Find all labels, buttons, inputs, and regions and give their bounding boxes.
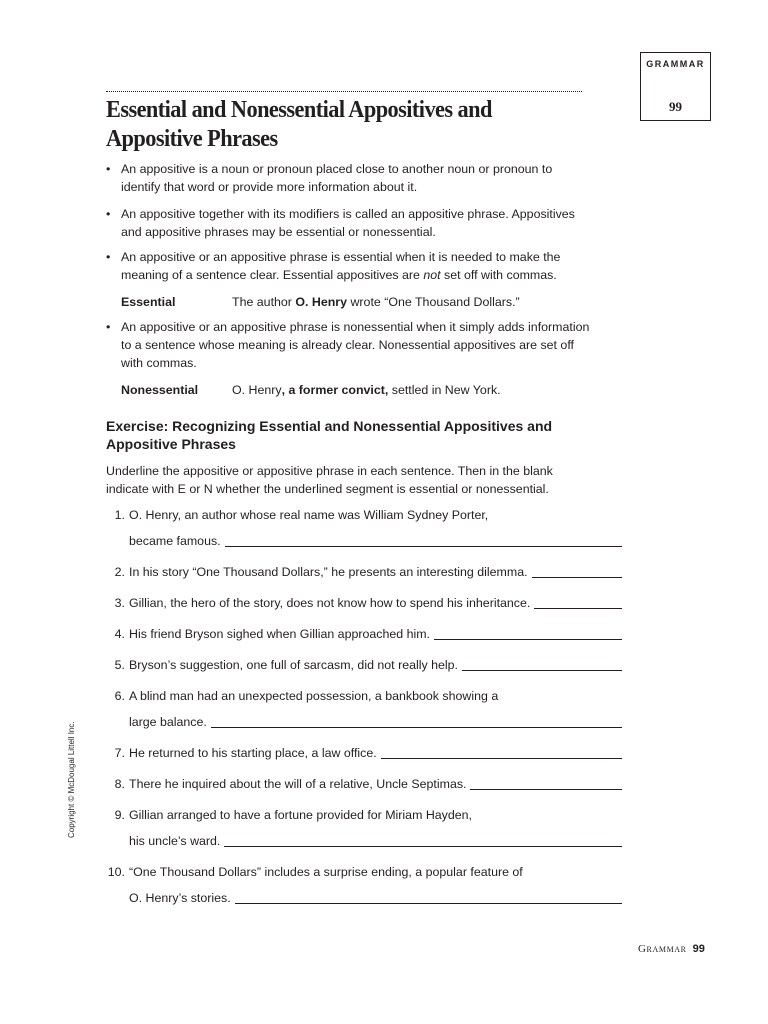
section-badge: [640, 52, 711, 121]
page-title: Essential and Nonessential Appositives and Appositive Phrases: [106, 97, 492, 152]
item-number: 6.: [114, 689, 125, 703]
item-text: He returned to his starting place, a law office.: [129, 746, 377, 760]
item-number: 3.: [114, 596, 125, 610]
bullet-icon: •: [106, 320, 111, 334]
item-text: became famous.: [129, 534, 221, 548]
answer-blank[interactable]: [434, 625, 622, 640]
bullet-item: [106, 248, 592, 284]
item-text: large balance.: [129, 715, 207, 729]
footer-section: Grammar: [638, 943, 687, 955]
section-label: GRAMMAR: [646, 59, 705, 69]
item-text: In his story “One Thousand Dollars,” he presents an interesting dilemma.: [129, 565, 528, 579]
item-text: A blind man had an unexpected possession, a bankbook showing a: [129, 689, 499, 703]
item-number: 4.: [114, 627, 125, 641]
bullet-item: [106, 160, 592, 196]
badge-page-number: 99: [669, 99, 682, 114]
exercise-instructions: Underline the appositive or appositive phrase in each sentence. Then in the blank indicate with E or N whether the underlined segment is essential or nonessential.: [106, 464, 553, 496]
copyright-notice: Copyright © McDougal Littell Inc.: [67, 721, 76, 838]
emphasis-not: not: [423, 268, 441, 282]
page-footer: [638, 943, 705, 955]
example-sentence: The author O. Henry wrote “One Thousand Dollars.”: [232, 295, 520, 309]
example-term: Nonessential: [121, 383, 199, 397]
item-number: 5.: [114, 658, 125, 672]
bullet-text: An appositive together with its modifiers is called an appositive phrase. Appositives and appositive phrases may be essential or nonessential.: [121, 207, 575, 239]
exercise-heading: Exercise: Recognizing Essential and Nonessential Appositives and Appositive Phrases: [106, 418, 553, 452]
item-number: 10.: [107, 865, 125, 879]
item-number: 1.: [114, 508, 125, 522]
item-text: Gillian, the hero of the story, does not know how to spend his inheritance.: [129, 596, 531, 610]
answer-blank[interactable]: [235, 889, 622, 904]
item-number: 2.: [114, 565, 125, 579]
bullet-item: [106, 318, 592, 372]
bullet-icon: •: [106, 207, 111, 221]
item-text: “One Thousand Dollars” includes a surprise ending, a popular feature of: [129, 865, 523, 879]
item-text: Gillian arranged to have a fortune provided for Miriam Hayden,: [129, 808, 472, 822]
bullet-icon: •: [106, 162, 111, 176]
answer-blank[interactable]: [470, 775, 622, 790]
item-text: O. Henry, an author whose real name was William Sydney Porter,: [129, 508, 489, 522]
item-number: 9.: [114, 808, 125, 822]
example-sentence: O. Henry, a former convict, settled in New York.: [232, 383, 501, 397]
answer-blank[interactable]: [225, 532, 622, 547]
answer-blank[interactable]: [224, 832, 622, 847]
bullet-text: An appositive is a noun or pronoun placed close to another noun or pronoun to identify that word or provide more information about it.: [121, 162, 553, 194]
example-term: Essential: [121, 295, 176, 309]
answer-blank[interactable]: [381, 744, 622, 759]
item-number: 8.: [114, 777, 125, 791]
bullet-text: An appositive or an appositive phrase is nonessential when it simply adds information to a sentence whose meaning is already clear. Nonessential appositives are set off with commas.: [121, 320, 590, 370]
dotted-divider: [106, 91, 582, 92]
item-text: Bryson’s suggestion, one full of sarcasm, did not really help.: [129, 658, 458, 672]
answer-blank[interactable]: [532, 563, 622, 578]
item-text: O. Henry’s stories.: [129, 891, 231, 905]
bullet-text: An appositive or an appositive phrase is essential when it is needed to make the meaning of a sentence clear. Essential appositives are not set off with commas.: [121, 250, 561, 282]
answer-blank[interactable]: [534, 594, 622, 609]
footer-page-number: 99: [692, 943, 705, 955]
bullet-item: [106, 205, 592, 241]
answer-blank[interactable]: [462, 656, 622, 671]
item-text: His friend Bryson sighed when Gillian approached him.: [129, 627, 430, 641]
item-number: 7.: [114, 746, 125, 760]
answer-blank[interactable]: [211, 713, 622, 728]
item-text: There he inquired about the will of a relative, Uncle Septimas.: [129, 777, 467, 791]
item-text: his uncle’s ward.: [129, 834, 221, 848]
bullet-icon: •: [106, 250, 111, 264]
